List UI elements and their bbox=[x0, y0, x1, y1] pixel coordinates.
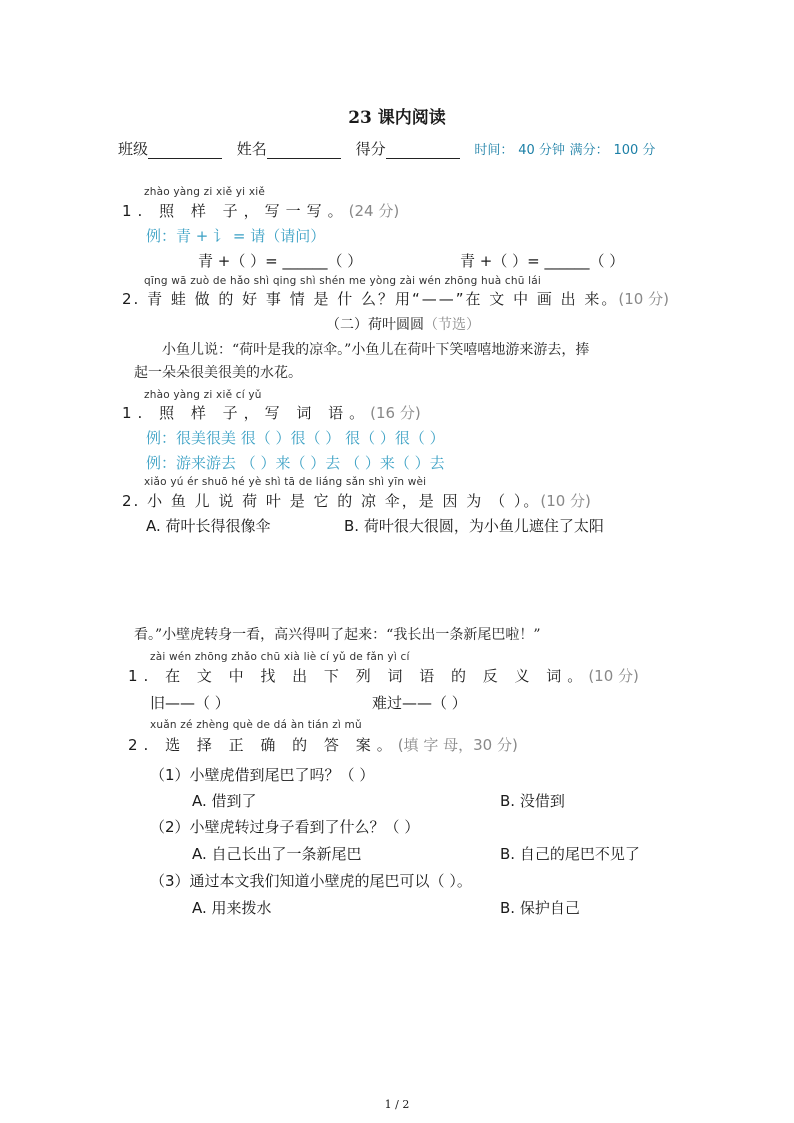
class-label: 班级 bbox=[118, 140, 149, 158]
passage-line: 小鱼儿说：“荷叶是我的凉伞。”小鱼儿在荷叶下笑嘻嘻地游来游去，捧 bbox=[162, 342, 590, 358]
class-blank[interactable] bbox=[148, 142, 222, 159]
passage-line: 起一朵朵很美很美的水花。 bbox=[134, 365, 302, 381]
option-a[interactable]: A. 借到了 bbox=[192, 792, 257, 810]
question-points: (10 分) bbox=[618, 290, 669, 308]
sub-question-2: （2）小壁虎转过身子看到了什么？（ ） bbox=[150, 818, 420, 836]
pinyin: qīng wā zuò de hǎo shì qing shì shén me yòng zài wén zhōng huà chū lái bbox=[144, 275, 541, 287]
name-blank[interactable] bbox=[267, 142, 341, 159]
option-a[interactable]: A. 自己长出了一条新尾巴 bbox=[192, 845, 362, 863]
section-note: （节选） bbox=[424, 317, 480, 333]
time-label: 时间： bbox=[474, 143, 514, 158]
antonym-item[interactable]: 难过——（ ） bbox=[372, 694, 467, 712]
question-1: 1. 照 样 子，写一写。(24 分) bbox=[122, 202, 400, 220]
question-points: (10 分) bbox=[540, 492, 591, 510]
pinyin: xiǎo yú ér shuō hé yè shì tā de liáng sǎn shì yīn wèi bbox=[144, 476, 427, 488]
example: 例：青 + 讠 = 请（请问） bbox=[146, 227, 326, 245]
answer-row[interactable]: 青 +（ ）= ______（ ） bbox=[198, 252, 363, 270]
question-1: 1. 照 样 子，写 词 语。(16 分) bbox=[122, 404, 421, 422]
question-points: (16 分) bbox=[370, 404, 421, 422]
page-number: 1 / 2 bbox=[384, 1098, 410, 1111]
option-a[interactable]: A. 用来拨水 bbox=[192, 899, 272, 917]
antonym-item[interactable]: 旧——（ ） bbox=[150, 694, 230, 712]
question-points: (24 分) bbox=[348, 202, 400, 220]
question-1: 1. 在 文 中 找 出 下 列 词 语 的 反 义 词。(10 分) bbox=[128, 667, 639, 685]
option-b[interactable]: B. 保护自己 bbox=[500, 899, 580, 917]
passage-line: 看。”小壁虎转身一看，高兴得叫了起来：“我长出一条新尾巴啦！” bbox=[134, 627, 541, 643]
answer-row[interactable]: 青 +（ ）= ______（ ） bbox=[460, 252, 625, 270]
sub-question-1: （1）小壁虎借到尾巴了吗？（ ） bbox=[150, 766, 375, 784]
time-value: 40 分钟 bbox=[518, 143, 565, 158]
pinyin: zhào yàng zi xiě yi xiě bbox=[144, 186, 266, 198]
question-points: (10 分) bbox=[588, 667, 639, 685]
question-points: (填 字 母，30 分) bbox=[397, 736, 518, 754]
name-label: 姓名 bbox=[236, 140, 267, 158]
page-title: 23 课内阅读 bbox=[348, 108, 446, 128]
option-b[interactable]: B. 自己的尾巴不见了 bbox=[500, 845, 640, 863]
option-b[interactable]: B. 没借到 bbox=[500, 792, 565, 810]
question-2: 2. 选 择 正 确 的 答 案。(填 字 母，30 分) bbox=[128, 736, 518, 754]
score-label: 得分 bbox=[355, 140, 386, 158]
word-row[interactable]: 例：很美很美 很（ ）很（ ） 很（ ）很（ ） bbox=[146, 429, 445, 447]
section-heading: （二）荷叶圆圆（节选） bbox=[326, 317, 480, 333]
full-score-label: 满分： bbox=[569, 143, 609, 158]
question-2: 2. 青 蛙 做 的 好 事 情 是 什 么？用“——”在 文 中 画 出 来。(10 分) bbox=[122, 290, 669, 308]
option-b[interactable]: B. 荷叶很大很圆，为小鱼儿遮住了太阳 bbox=[344, 517, 604, 535]
option-a[interactable]: A. 荷叶长得很像伞 bbox=[146, 517, 271, 535]
student-info-row bbox=[118, 138, 655, 159]
full-score-value: 100 分 bbox=[613, 143, 656, 158]
word-row[interactable]: 例：游来游去 （ ）来（ ）去 （ ）来（ ）去 bbox=[146, 454, 445, 472]
pinyin: zhào yàng zi xiě cí yǔ bbox=[144, 389, 262, 401]
sub-question-3: （3）通过本文我们知道小壁虎的尾巴可以（ ）。 bbox=[150, 872, 472, 890]
score-blank[interactable] bbox=[386, 142, 460, 159]
pinyin: xuǎn zé zhèng què de dá àn tián zì mǔ bbox=[150, 719, 362, 731]
question-2: 2. 小 鱼 儿 说 荷 叶 是 它 的 凉 伞，是 因 为 （ ）。(10 分) bbox=[122, 492, 591, 510]
pinyin: zài wén zhōng zhǎo chū xià liè cí yǔ de fǎn yì cí bbox=[150, 651, 410, 663]
